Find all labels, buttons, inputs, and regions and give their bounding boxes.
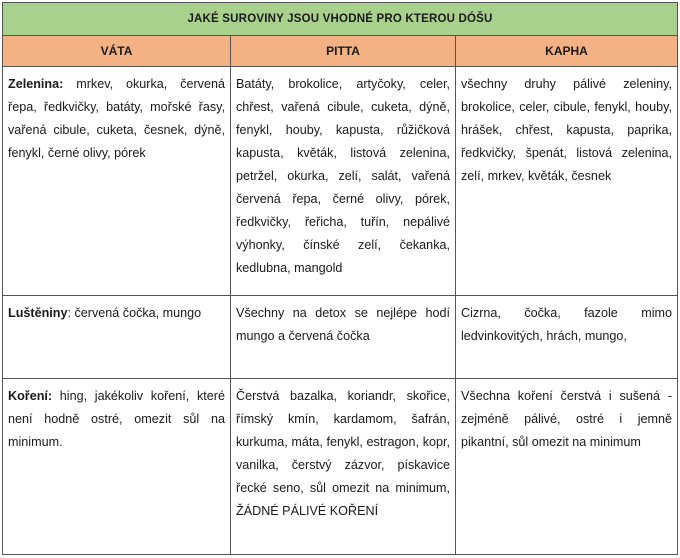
table-row-legumes [3, 296, 678, 379]
cell-kapha-vegetables [456, 67, 678, 296]
category-label: Luštěniny [8, 306, 68, 320]
header-pitta: PITTA [231, 36, 456, 67]
cell-text: Cizrna, čočka, fazole mimo ledvinkovitých, hrách, mungo, [461, 306, 673, 343]
cell-text: mrkev, okurka, červená řepa, ředkvičky, batáty, mořské řasy, vařená cibule, cuketa, česnek, dýně, fenykl, černé olivy, pórek [8, 77, 225, 160]
cell-text: Batáty, brokolice, artyčoky, celer, chřest, vařená cibule, cuketa, dýně, fenykl, houby, kapusta, růžičková kapusta, květák, listová zelenina, petržel, okurka, zelí, salát, vařená červená řepa, černé olivy, pórek, ředkvičky, řeřicha, tuřín, nepálivé výhonky, čínské zelí, čekanka, kedlubna, mangold [236, 77, 450, 275]
cell-text: : červená čočka, mungo [67, 306, 202, 320]
category-label: Koření: [8, 389, 53, 403]
cell-text: všechny druhy pálivé zeleniny, brokolice, celer, cibule, fenykl, houby, hrášek, chřest, kapusta, paprika, ředkvičky, špenát, listová zelenina, zelí, mrkev, květák, česnek [461, 77, 673, 183]
cell-text: Všechny na detox se nejlépe hodí mungo a červená čočka [236, 306, 450, 343]
cell-kapha-legumes [456, 296, 678, 379]
header-kapha: KAPHA [456, 36, 678, 67]
cell-vata-vegetables [3, 67, 231, 296]
cell-text: Čerstvá bazalka, koriandr, skořice, římský kmín, kardamom, šafrán, kurkuma, máta, fenykl, estragon, kopr, vanilka, čerstvý zázvor, pískavice řecké seno, sůl omezit na minimum, ŽÁDNÉ PÁLIVÉ KOŘENÍ [236, 389, 450, 518]
table-row-vegetables [3, 67, 678, 296]
cell-pitta-vegetables [231, 67, 456, 296]
header-vata: VÁTA [3, 36, 231, 67]
table-title: JAKÉ SUROVINY JSOU VHODNÉ PRO KTEROU DÓŠU [3, 3, 678, 36]
cell-vata-spices [3, 379, 231, 555]
table-row-spices [3, 379, 678, 555]
cell-pitta-legumes [231, 296, 456, 379]
cell-text: hing, jakékoliv koření, které není hodně ostré, omezit sůl na minimum. [8, 389, 225, 449]
cell-text: Všechna koření čerstvá i sušená - zejméně pálivé, ostré i jemně pikantní, sůl omezit na minimum [461, 389, 673, 449]
category-label: Zelenina: [8, 77, 64, 91]
cell-vata-legumes [3, 296, 231, 379]
cell-pitta-spices [231, 379, 456, 555]
dosha-table [2, 2, 678, 555]
cell-kapha-spices [456, 379, 678, 555]
